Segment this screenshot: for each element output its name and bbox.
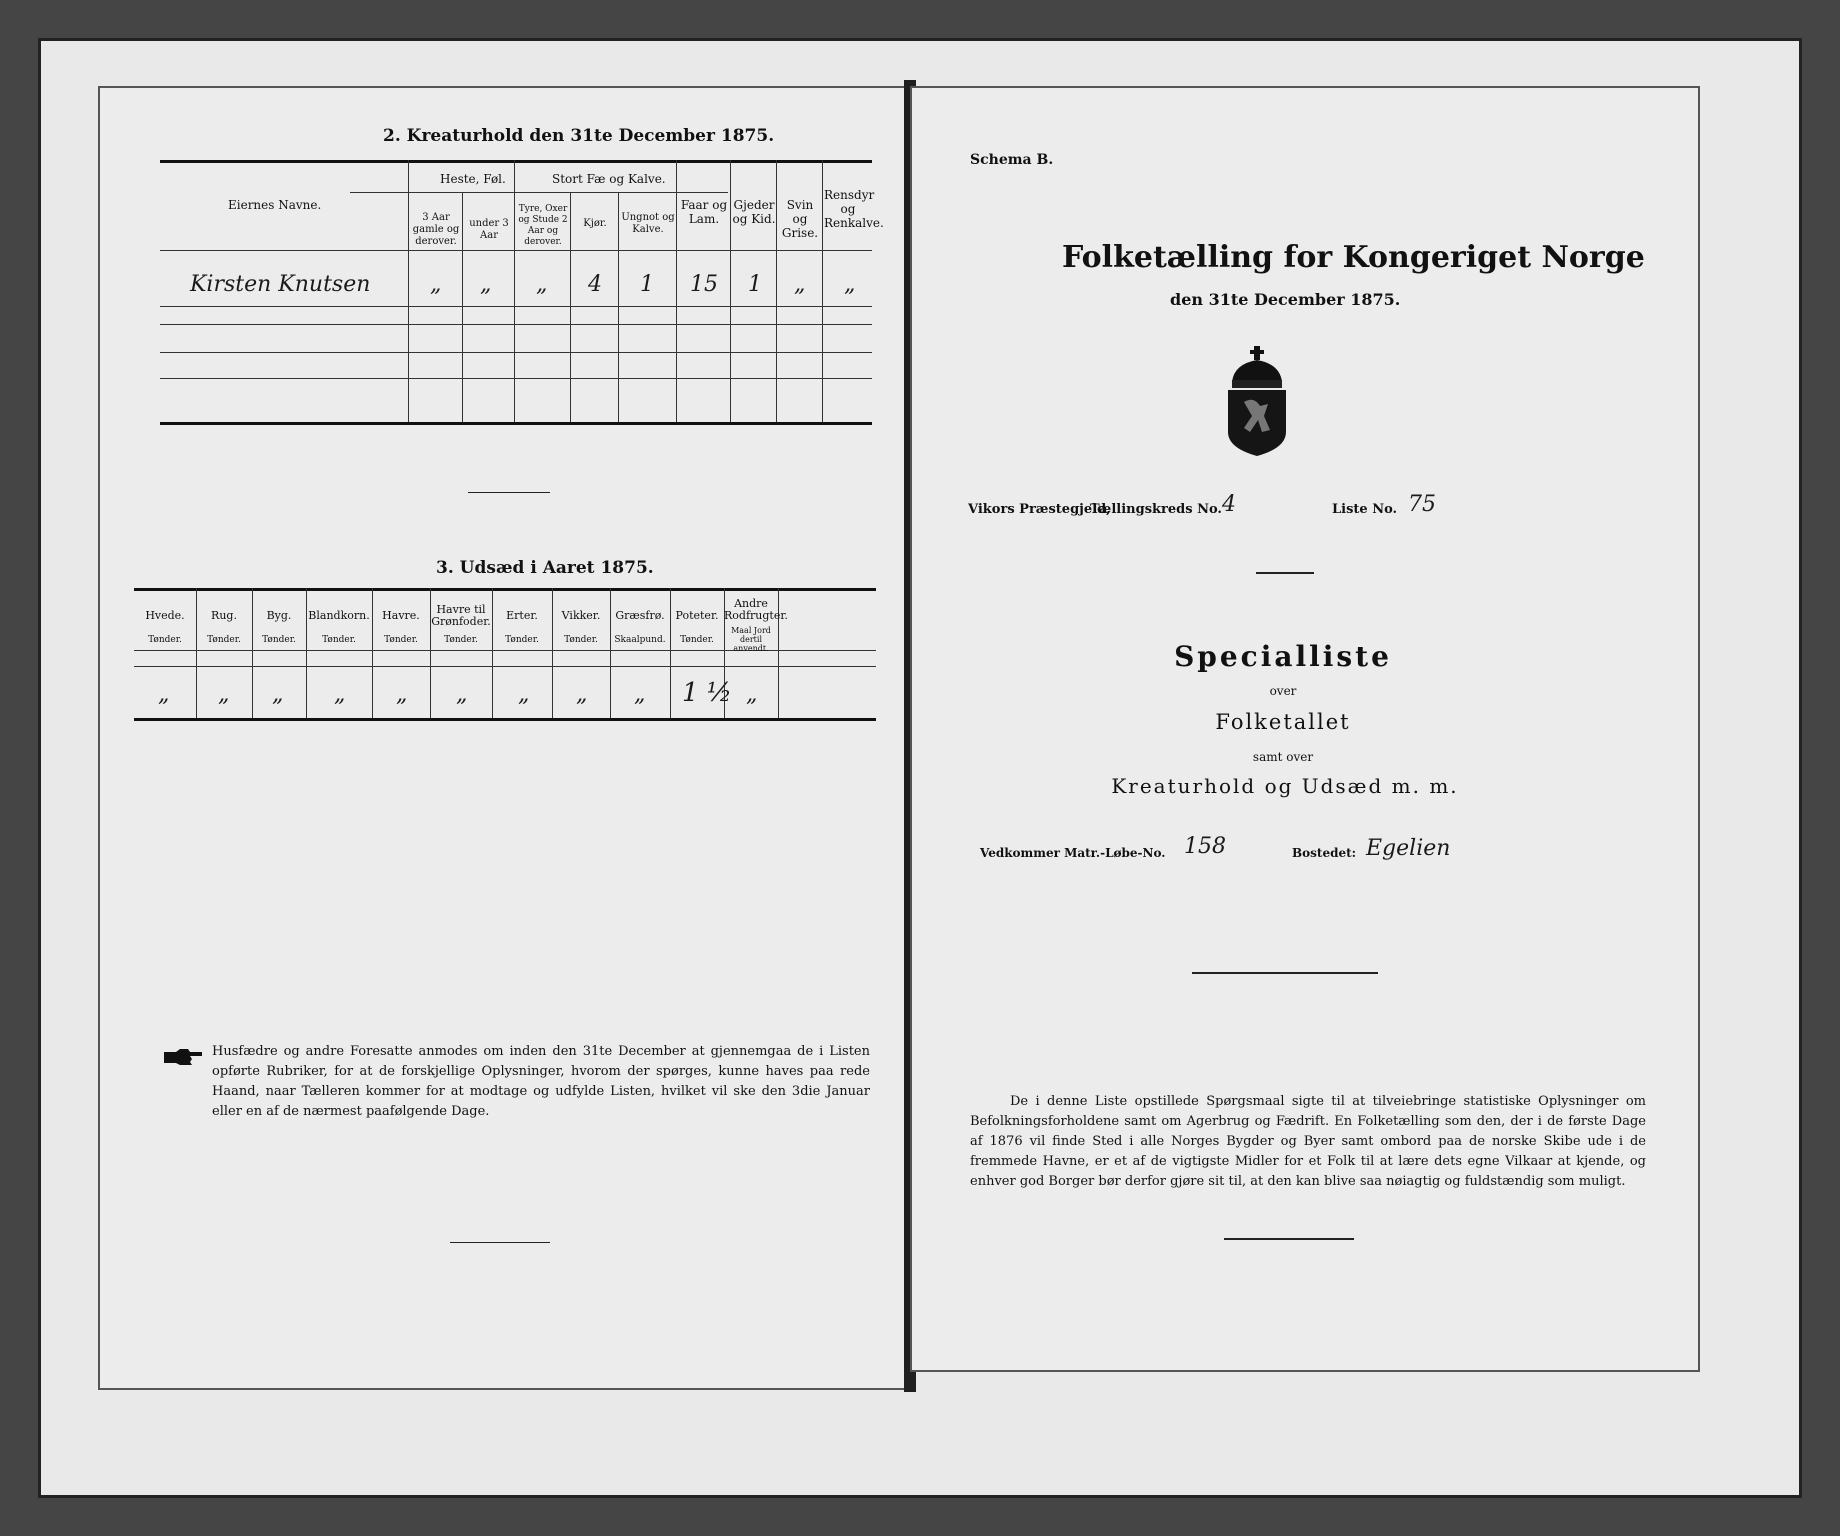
cell-horses-young: „ [480, 272, 492, 297]
seed-barley-unit: Tønder. [262, 635, 296, 645]
district-label: Tællingskreds No. [1090, 502, 1222, 517]
seed-barley-header: Byg. [266, 609, 292, 622]
cell-pigs: „ [794, 272, 806, 297]
seed-potatoes-value: 1 ½ [682, 678, 733, 708]
samt-over-text: samt over [1252, 750, 1314, 764]
col-reindeer: Rensdyr og Renkalve. [824, 188, 884, 230]
divider [1256, 572, 1314, 574]
cell-sheep: 15 [690, 272, 718, 297]
col-horses-old: 3 Aar gamle og derover. [412, 212, 460, 247]
seed-other-value: „ [746, 682, 758, 707]
list-value: 75 [1408, 492, 1436, 517]
census-date: den 31te December 1875. [1170, 290, 1401, 309]
seed-oats-value: „ [396, 682, 408, 707]
section3-title: 3. Udsæd i Aaret 1875. [436, 558, 654, 578]
explanation-paragraph: De i denne Liste opstillede Spørgsmaal sigte til at tilveiebringe statistiske Oplysninger om Befolkningsforholdene samt om Agerbrug og Fædrift. En Folketælling som den, der i de første Dage af 1876 vil finde Sted i alle Norges Bygder og Byer samt ombord paa de norske Skibe ude i de fremmede Havne, er et af de vigtigste Midler for et Folk til at lære dets egne Vilkaar at kjende, og enhver god Borger bør derfor gjøre sit til, at den kan blive saa nøiagtig og fuldstændig som muligt. [970, 1094, 1646, 1189]
cell-young-cattle: 1 [640, 272, 654, 297]
seed-mixed-value: „ [334, 682, 346, 707]
section2-title: 2. Kreaturhold den 31te December 1875. [383, 126, 775, 146]
divider [1224, 1238, 1354, 1240]
bosted-value: Egelien [1366, 836, 1451, 861]
col-cattle: Stort Fæ og Kalve. [552, 172, 666, 186]
col-goats: Gjeder og Kid. [732, 198, 776, 226]
seed-rye-unit: Tønder. [207, 635, 241, 645]
seed-peas-value: „ [518, 682, 530, 707]
cell-bulls: „ [536, 272, 548, 297]
col-horses-young: under 3 Aar [469, 218, 509, 241]
divider [468, 492, 550, 493]
cell-cows: 4 [588, 272, 602, 297]
seed-rye-value: „ [218, 682, 230, 707]
seed-grass-unit: Skaalpund. [614, 635, 666, 645]
left-page [98, 86, 908, 1390]
seed-peas-header: Erter. [506, 609, 538, 622]
coat-of-arms-icon [1222, 346, 1292, 456]
kreaturhold-heading: Kreaturhold og Udsæd m. m. [1111, 774, 1459, 798]
seed-grass-value: „ [634, 682, 646, 707]
pointing-hand-icon [162, 1046, 204, 1068]
seed-oats-fodder-header: Havre til Grønfoder. [431, 603, 491, 628]
seed-oats-fodder-value: „ [456, 682, 468, 707]
matr-label: Vedkommer Matr.-Løbe-No. [980, 846, 1166, 860]
col-sheep: Faar og Lam. [680, 198, 728, 226]
specialliste-heading: Specialliste [1174, 640, 1392, 673]
seed-vetch-unit: Tønder. [564, 635, 598, 645]
seed-other-header: Andre Rodfrugter. [724, 597, 788, 622]
list-label: Liste No. [1332, 502, 1398, 517]
seed-oats-header: Havre. [382, 609, 420, 622]
parish-label: Vikors Præstegjeld, [968, 502, 1111, 517]
right-page [910, 86, 1700, 1372]
bosted-label: Bostedet: [1292, 846, 1357, 860]
seed-mixed-unit: Tønder. [322, 635, 356, 645]
matr-value: 158 [1184, 834, 1226, 859]
seed-oats-unit: Tønder. [384, 635, 418, 645]
cell-reindeer: „ [844, 272, 856, 297]
col-bulls: Tyre, Oxer og Stude 2 Aar og derover. [518, 204, 568, 247]
seed-vetch-header: Vikker. [561, 609, 601, 622]
instruction-note: Husfædre og andre Foresatte anmodes om inden den 31te December at gjennemgaa de i Listen opførte Rubriker, for at de forskjellige Oplysninger, hvorom der spørges, kunne haves paa rede Haand, naar Tælleren kommer for at modtage og udfylde Listen, hvilket vil ske den 3die Januar eller en af de nærmest paafølgende Dage. [212, 1044, 870, 1119]
census-title: Folketælling for Kongeriget Norge [1062, 240, 1645, 275]
col-cows: Kjør. [583, 218, 607, 229]
schema-label: Schema B. [970, 152, 1054, 168]
seed-vetch-value: „ [576, 682, 588, 707]
seed-mixed-header: Blandkorn. [308, 609, 370, 622]
seed-rye-header: Rug. [211, 609, 237, 622]
cell-horses-old: „ [430, 272, 442, 297]
divider [450, 1242, 550, 1243]
district-value: 4 [1222, 492, 1236, 517]
cell-goats: 1 [748, 272, 762, 297]
seed-wheat-unit: Tønder. [148, 635, 182, 645]
seed-barley-value: „ [272, 682, 284, 707]
col-horses: Heste, Føl. [440, 172, 506, 186]
over-text-1: over [1269, 684, 1297, 698]
folketallet-heading: Folketallet [1215, 710, 1351, 734]
seed-potatoes-header: Poteter. [675, 609, 719, 622]
seed-potatoes-unit: Tønder. [680, 635, 714, 645]
seed-grass-header: Græsfrø. [615, 609, 665, 622]
col-young-cattle: Ungnot og Kalve. [621, 212, 675, 235]
owner-name: Kirsten Knutsen [190, 272, 371, 297]
seed-other-unit: Maal Jord dertil anvendt. [731, 626, 771, 653]
col-owner: Eiernes Navne. [228, 198, 322, 212]
divider [1192, 972, 1378, 974]
col-pigs: Svin og Grise. [781, 198, 819, 240]
seed-wheat-value: „ [158, 682, 170, 707]
seed-wheat-header: Hvede. [145, 609, 185, 622]
seed-oats-fodder-unit: Tønder. [444, 635, 478, 645]
seed-peas-unit: Tønder. [505, 635, 539, 645]
